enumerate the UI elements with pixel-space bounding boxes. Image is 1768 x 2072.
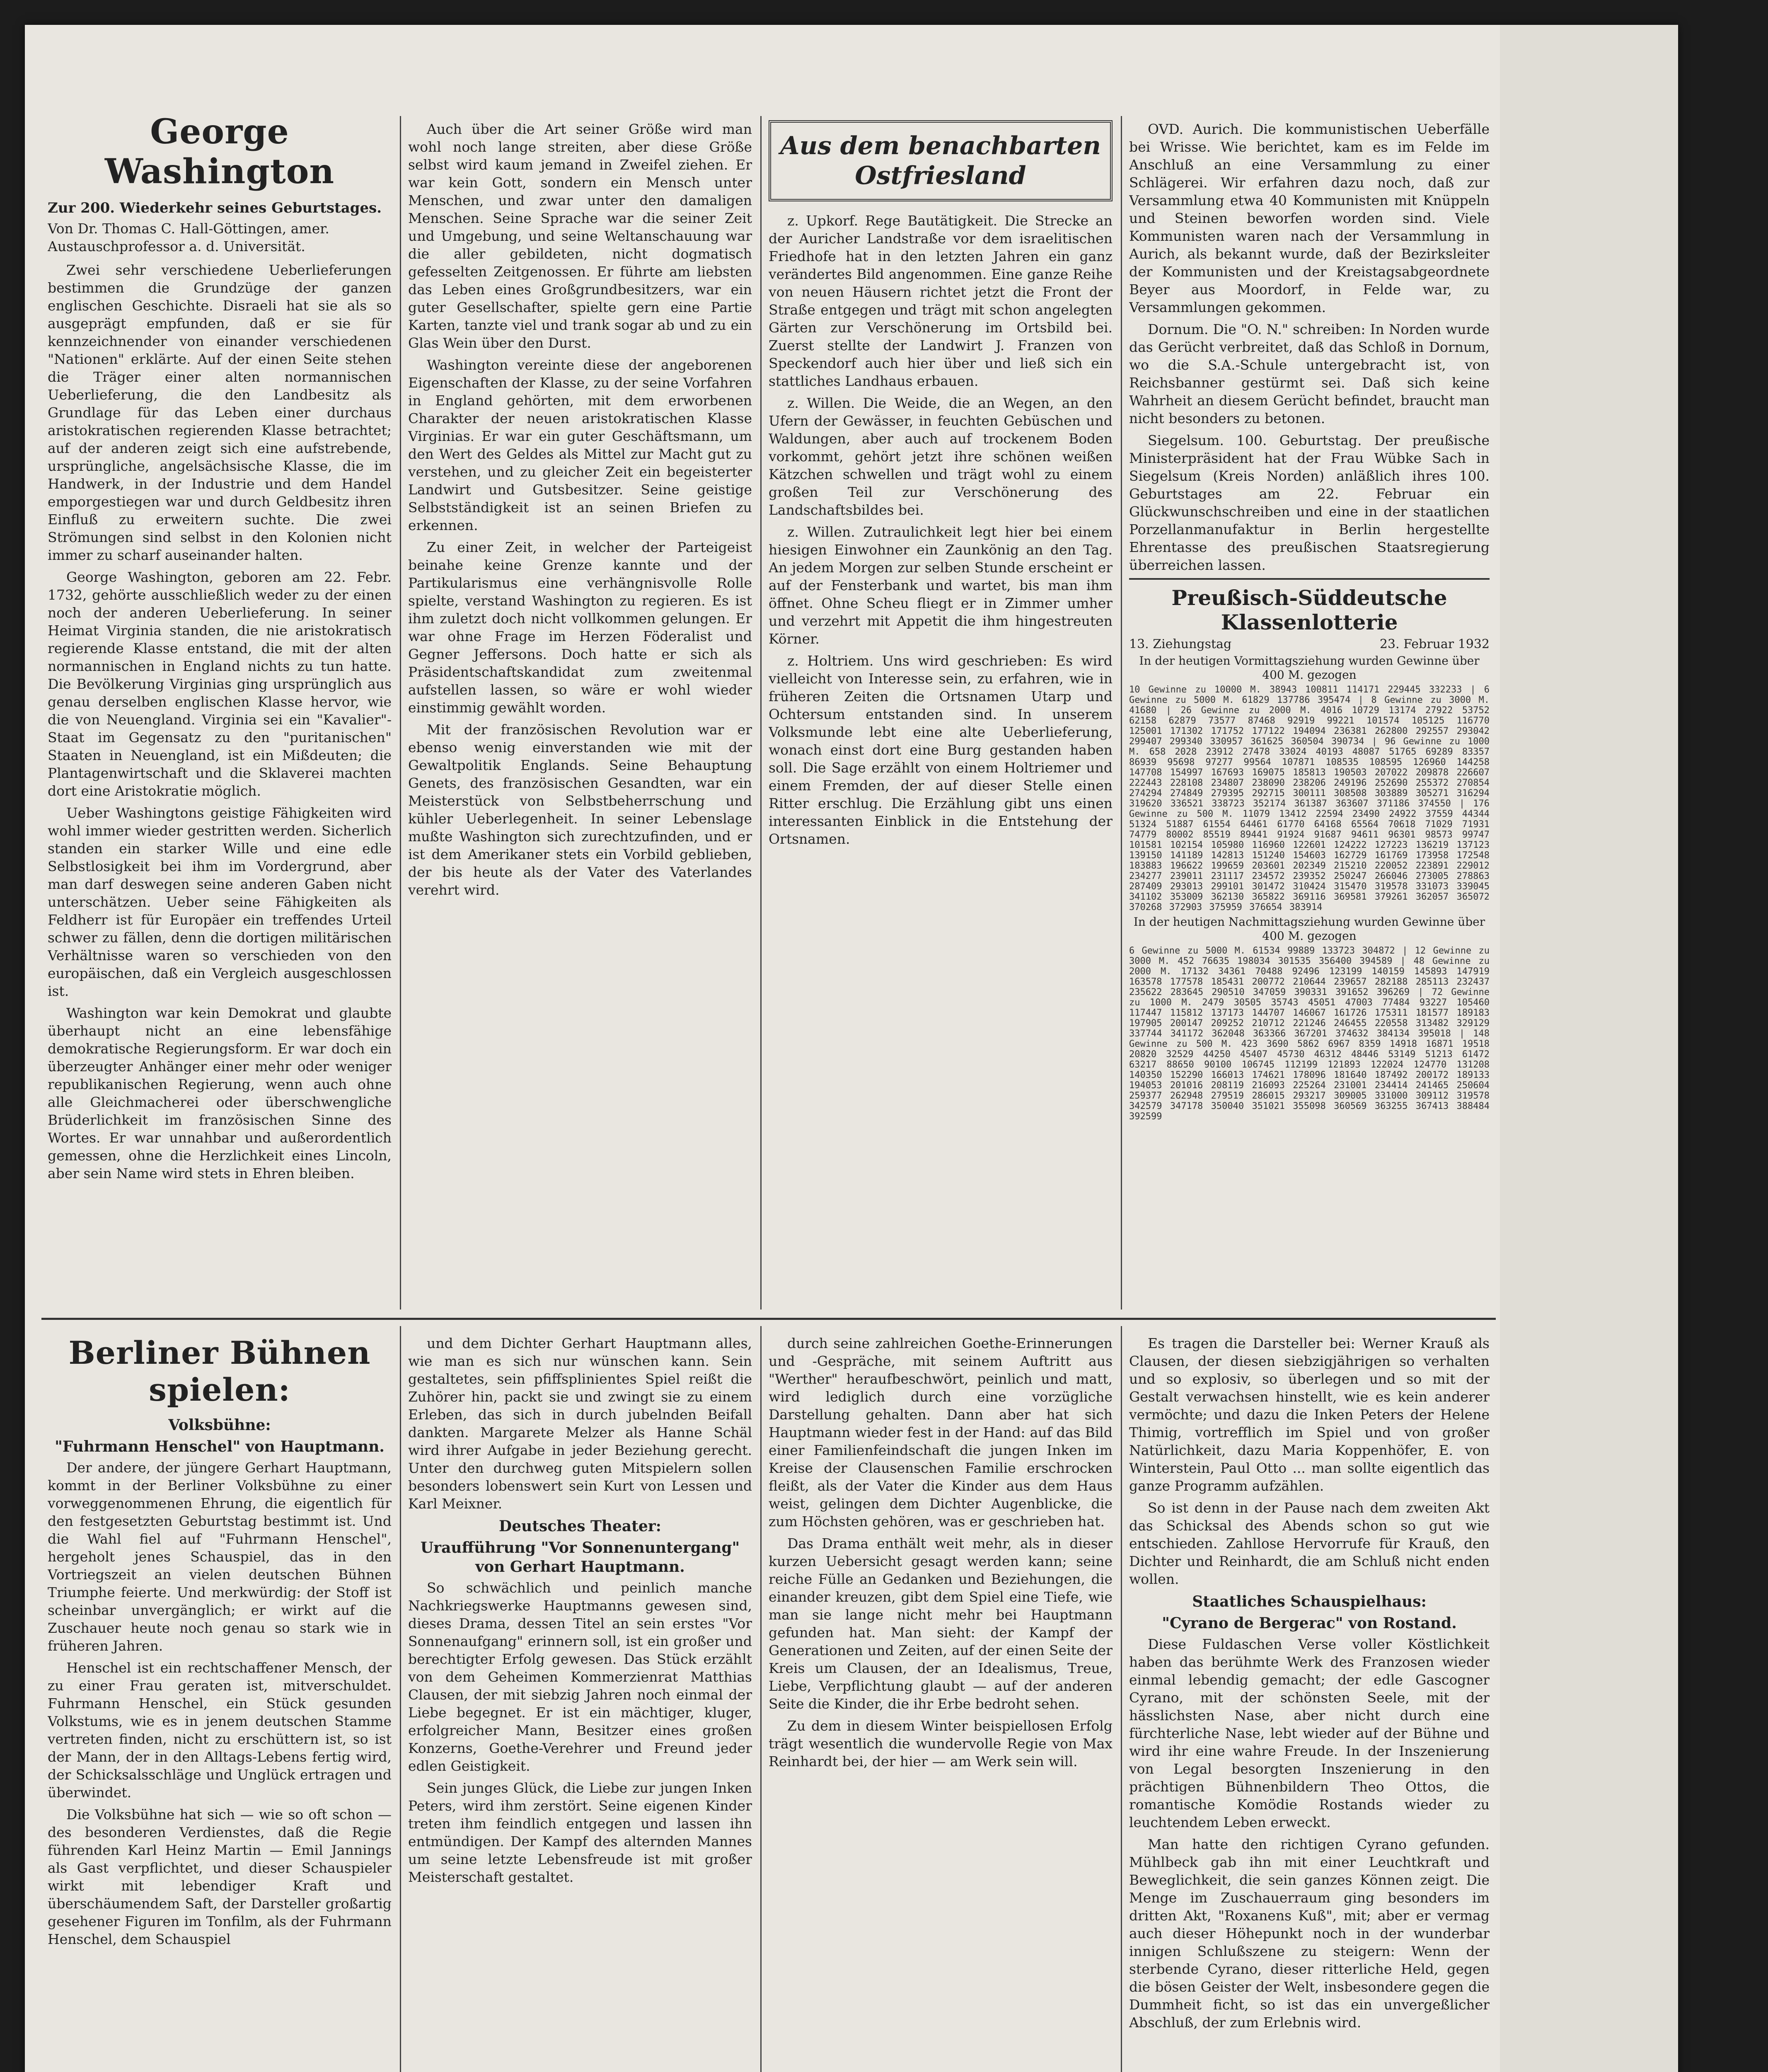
paragraph: Zu dem in diesem Winter beispiellosen Erfolg trägt wesentlich die wundervolle Regie von Max Reinhardt bei, der hier — am Werk sein will.: [769, 1718, 1113, 1769]
paragraph: Zwei sehr verschiedene Ueberlieferungen bestimmen die Grundzüge der ganzen englischen Geschichte. Disraeli hat sie als so ausgeprägt empfunden, daß er sie für kennzeichnender von einander verschiedenen "Nationen" erklärte. Auf der einen Seite stehen die Träger einer alten normannischen Ueberlieferung, die den Landbesitz als Grundlage für das Leben einer durchaus aristokratischen regierenden Klasse betrachtet; auf der anderen zeigt sich eine aufstrebende, ursprüngliche, angelsächsische Klasse, die im Handwerk, in der Industrie und dem Handel emporgestiegen war und durch Geldbesitz ihren Einfluß zu erweitern suchte. Die zwei Strömungen sind selbst in den Kolonien nicht immer zu scharf auseinander halten.: [48, 262, 392, 563]
subhead-play: Uraufführung "Vor Sonnenuntergang" von Gerhart Hauptmann.: [420, 1539, 740, 1576]
column-rule: [760, 1326, 762, 2072]
article-ostfriesland: [769, 120, 1113, 1305]
article-byline: Von Dr. Thomas C. Hall-Göttingen, amer. Austauschprofessor a. d. Universität.: [48, 220, 329, 254]
subhead-volksbuehne: Volksbühne:: [168, 1416, 271, 1434]
paragraph: George Washington, geboren am 22. Febr. 1732, gehörte ausschließlich weder zu der einen noch der anderen Ueberlieferung. In seiner Heimat Virginia standen, die nie aristokratisch regierende Klasse entstand, die mit der alten normannischen in England nichts zu tun hatte. Die Bevölkerung Virginias ging ursprünglich aus genau derselben englischen Klasse hervor, wie die von Neuengland. Virginia sei ein "Kavalier"-Staat im Gegensatz zu den "puritanischen" Staaten in Neuengland, ist ein Mißdeuten; die Plantagenwirtschaft und die Sklaverei machten dort eine Aristokratie möglich.: [48, 569, 392, 799]
paragraph: Ueber Washingtons geistige Fähigkeiten wird wohl immer wieder gestritten werden. Sicherlich standen ein starker Wille und eine edle Selbstlosigkeit bei ihm im Vordergrund, aber man darf deswegen seine anderen Gaben nicht unterschätzen. Ueber seine Fähigkeiten als Feldherr ist für Europäer ein treffendes Urteil schwer zu fällen, denn die dortigen militärischen Verhältnisse waren so verschieden von den europäischen, daß ein Vergleich ausgeschlossen ist.: [48, 805, 392, 999]
subhead-play: "Cyrano de Bergerac" von Rostand.: [1162, 1615, 1457, 1632]
paragraph: OVD. Aurich. Die kommunistischen Ueberfälle bei Wrisse. Wie berichtet, kam es im Felde im Anschluß an eine Versammlung zu einer Schlägerei. Wir erfahren dazu noch, daß zur Versammlung etwa 40 Kommunisten mit Knüppeln und Steinen beworfen worden sind. Viele Kommunisten waren nach der Versammlung in Aurich, als bekannt wurde, daß der Bezirksleiter der Kommunisten und der Kreistagsabgeordnete Beyer aus Moordorf, in Felde war, zu Versammlungen gekommen.: [1129, 121, 1490, 315]
paragraph: Washington vereinte diese der angeborenen Eigenschaften der Klasse, zu der seine Vorfahren in England gehörten, mit dem erworbenen Charakter der neuen aristokratischen Klasse Virginias. Er war ein guter Geschäftsmann, um den Wert des Geldes als Mittel zur Macht gut zu verstehen, und zu gleicher Zeit ein begeisterter Landwirt und Gutsbesitzer. Seine geistige Selbstständigkeit ist an seinen Briefen zu erkennen.: [408, 357, 752, 533]
article-subtitle: Zur 200. Wiederkehr seines Geburtstages.: [48, 200, 382, 216]
paragraph: So ist denn in der Pause nach dem zweiten Akt das Schicksal des Abends schon so gut wie entschieden. Zahllose Hervorrufe für Krauß, den Dichter und Reinhardt, die am Schluß nicht enden wollen.: [1129, 1500, 1490, 1587]
paragraph: Auch über die Art seiner Größe wird man wohl noch lange streiten, aber diese Größe selbst wird kaum jemand in Zweifel ziehen. Er war kein Gott, sondern ein Mensch unter Menschen, und zwar unter den damaligen Menschen. Seine Sprache war die seiner Zeit und Umgebung, und seine Weltanschauung war die aller gebildeten, nicht dogmatisch gefesselten Zeitgenossen. Er führte am liebsten das Leben eines Großgrundbesitzers, war ein guter Gesellschafter, spielte gern eine Partie Karten, tanzte viel und trank sogar ab und zu ein Glas Wein über den Durst.: [408, 121, 752, 351]
paragraph: Dornum. Die "O. N." schreiben: In Norden wurde das Gerücht verbreitet, daß das Schloß in Dornum, wo die S.A.-Schule untergebracht ist, von Reichsbanner gestürmt sei. Daß sich keine Wahrheit an diesem Gerücht befindet, braucht man nicht besonders zu betonen.: [1129, 321, 1490, 426]
subhead-schauspielhaus: Staatliches Schauspielhaus:: [1192, 1593, 1427, 1610]
column-rule: [400, 116, 401, 1310]
column-rule: [760, 116, 762, 1310]
paragraph: und dem Dichter Gerhart Hauptmann alles, wie man es sich nur wünschen kann. Sein gestaltetes, sein pfiffsplinientes Spiel reißt die Zuhörer hin, packt sie und zwingt sie zu einem Erleben, das sich in durch jubelnden Beifall dankten. Margarete Melzer als Hanne Schäl wird ihrer Aufgabe in jeder Beziehung gerecht. Unter den durchweg guten Mitspielern sollen besonders lobenswert sein Kurt von Lessen und Karl Meixner.: [408, 1335, 752, 1512]
scan-edge: [1500, 25, 1678, 2072]
lottery-numbers-afternoon: 6 Gewinne zu 5000 M. 61534 99889 133723 304872 | 12 Gewinne zu 3000 M. 452 76635 198034 301535 356400 394589 | 48 Gewinne zu 2000 M. 17132 34361 70488 92496 123199 140159 145893 147919 163578 177578 185431 200772 210644 239657 282188 285113 232437 235622 283645 290510 347059 390331 391652 396269 | 72 Gewinne zu 1000 M. 2479 30505 35743 45051 47003 77484 93227 105460 117447 115812 137173 144707 146067 161726 175311 181577 189183 197905 200147 209252 210712 221246 246455 220558 313482 329129 337744 341172 362048 363366 367201 374632 384134 395018 | 148 Gewinne zu 500 M. 423 3690 5862 6967 8359 14918 16871 19518 20820 32529 44250 45407 45730 46312 48446 53149 51213 61472 63217 88650 90100 106745 112199 121893 122024 124770 131208 140350 152290 166013 174621 178096 181640 187492 200172 189133 194053 201016 208119 216093 225264 231001 234414 241465 250604 259377 262948 279519 286015 293217 309005 331000 309112 319578 342579 347178 350040 351021 355098 360569 363255 367413 388484 392599: [1129, 946, 1490, 1122]
column-rule: [1121, 1326, 1122, 2072]
paragraph: Zu einer Zeit, in welcher der Parteigeist beinahe keine Grenze kannte und der Partikularismus eine verhängnisvolle Rolle spielte, verstand Washington zu regieren. Es ist ihm zuletzt doch nicht vollkommen gelungen. Er war ohne Frage im Herzen Föderalist und Gegner Jeffersons. Doch hatte er sich als Präsidentschaftskandidat zum zweitenmal aufstellen lassen, so wäre er wohl wieder einstimmig gewählt worden.: [408, 539, 752, 716]
column-rule: [1121, 116, 1122, 1310]
newspaper-page: [25, 25, 1678, 2072]
lottery-day: 13. Ziehungstag: [1129, 637, 1232, 651]
paragraph: durch seine zahlreichen Goethe-Erinnerungen und -Gespräche, mit seinem Auftritt aus "Werther" heraufbeschwört, peinlich und matt, wird lediglich durch eine vorzügliche Darstellung gehalten. Dann aber hat sich Hauptmann wieder fest in der Hand: auf das Bild einer Familienfeindschaft die jungen Inken im Kreise der Clausenschen Familie erschrocken fleißt, als der Vater die Kinder aus dem Haus weist, gelingen dem Dichter Augenblicke, die zum Höchsten gehören, was er geschrieben hat.: [769, 1335, 1113, 1530]
article-buehne-col2: [408, 1334, 752, 2072]
section-divider: [41, 1318, 1496, 1320]
article-title: George Washington: [104, 112, 335, 191]
paragraph: z. Willen. Die Weide, die an Wegen, an den Ufern der Gewässer, in feuchten Gebüschen und Waldungen, aber auch auf trockenem Boden vorkommt, gehört jetzt ihre schönen weißen Kätzchen schwellen und trägt wohl zu einem großen Teil zur Verschönerung des Landschaftsbildes bei.: [769, 395, 1113, 518]
paragraph: Das Drama enthält weit mehr, als in dieser kurzen Uebersicht gesagt werden kann; seine reiche Fülle an Gedanken und Beziehungen, die einander kreuzen, gibt dem Spiel eine Tiefe, wie man sie lange nicht mehr bei Hauptmann gefunden hat. Man sieht: der Kampf der Generationen und Zeiten, auf der einen Seite der Kreis um Clausen, der an Idealismus, Treue, Liebe, Verpflichtung glaubt — auf der anderen Seite die Kinder, die ihr Erbe bedroht sehen.: [769, 1535, 1113, 1712]
paragraph: Diese Fuldaschen Verse voller Köstlichkeit haben das berühmte Werk des Franzosen wieder einmal lebendig gemacht; der edle Gascogner Cyrano, mit der schönsten Seele, mit der hässlichsten Nase, aber nicht durch eine fürchterliche Nase, lebt wieder auf der Bühne und wird ihr eine wahre Freude. In der Inszenierung von Legal besorgten Inszenierung in den prächtigen Bühnenbildern Theo Ottos, die romantische Komödie Rostands wieder zu leuchtendem Leben erweckt.: [1129, 1636, 1490, 1830]
lottery-note-morning: In der heutigen Vormittagsziehung wurden Gewinne über 400 M. gezogen: [1139, 654, 1480, 682]
subhead-play: "Fuhrmann Henschel" von Hauptmann.: [55, 1438, 385, 1455]
paragraph: Der andere, der jüngere Gerhart Hauptmann, kommt in der Berliner Volksbühne zu einer vorweggenommenen Ehrung, die eigentlich für den festgesetzten Geburtstag bestimmt ist. Und die Wahl fiel auf "Fuhrmann Henschel", hergeholt jenes Schauspiel, das in den Vortriegszeit an vielen deutschen Bühnen Triumphe feierte. Und merkwürdig: der Stoff ist scheinbar unvergänglich; er wirkt auf die Zuschauer heute noch genau so stark wie in früheren Jahren.: [48, 1460, 392, 1654]
paragraph: Washington war kein Demokrat und glaubte überhaupt nicht an eine lebensfähige demokratische Regierungsform. Er war doch ein überzeugter Anhänger einer mehr oder weniger republikanischen Regierung, wenn auch ohne alle Gleichmacherei oder überschwengliche Brüderlichkeit im französischen Sinne des Wortes. Er war unnahbar und außerordentlich gemessen, ohne die Herzlichkeit eines Lincoln, aber sein Name wird stets in Ehren bleiben.: [48, 1005, 392, 1181]
paragraph: z. Upkorf. Rege Bautätigkeit. Die Strecke an der Auricher Landstraße vor dem israelitischen Friedhofe hat in den letzten Jahren ein ganz verändertes Bild angenommen. Eine ganze Reihe von neuen Häusern richtet jetzt die Front der Straße entgegen und trägt mit schon angelegten Gärten zur Verschönerung im Ortsbild bei. Zuerst stellte der Landwirt J. Franzen von Speckendorf auch hier über und ließ sich ein stattliches Landhaus erbauen.: [769, 213, 1113, 389]
subhead-deutsches-theater: Deutsches Theater:: [499, 1518, 661, 1535]
lottery-title: Preußisch-Süddeutsche Klassenlotterie: [1129, 578, 1490, 634]
article-title: Berliner Bühnen spielen:: [68, 1334, 371, 1408]
paragraph: Mit der französischen Revolution war er ebenso wenig einverstanden wie mit der Gewaltpolitik Englands. Seine Behauptung Genets, des französischen Gesandten, war ein Meisterstück von Selbstbeherrschung und kühler Ueberlegenheit. In seiner Lebenslage mußte Washington sich zurechtzufinden, und er ist dem Amerikaner stets ein Vorbild geblieben, der bis heute als der Vater des Vaterlandes verehrt wird.: [408, 721, 752, 898]
lottery-section: [1129, 578, 1490, 1122]
article-washington: [48, 112, 392, 1305]
section-box-title: Aus dem benachbarten Ostfriesland: [769, 120, 1113, 201]
paragraph: z. Holtriem. Uns wird geschrieben: Es wird vielleicht von Interesse sein, zu erfahren, wie in früheren Zeiten die Ortsnamen Utarp und Ochtersum entstanden sind. In unserem Volksmunde lebt eine alte Ueberlieferung, wonach einst dort eine Burg gestanden haben soll. Die Sage erzählt von einem Holtriemer und einem Fremden, der auf dieser Stelle einen Ritter erschlug. Die Erzählung gibt uns einen interessanten Einblick in die Entstehung der Ortsnamen.: [769, 653, 1113, 847]
paragraph: Es tragen die Darsteller bei: Werner Krauß als Clausen, der diesen siebzigjährigen so verhalten und so explosiv, so überlegen und so mit der Gestalt verwachsen hinstellt, wie es kein anderer vermöchte; und dazu die Inken Peters der Helene Thimig, vortrefflich im Spiel und von großer Natürlichkeit, dazu Maria Koppenhöfer, E. von Winterstein, Paul Otto ... man sollte eigentlich das ganze Programm aufzählen.: [1129, 1335, 1490, 1494]
paragraph: So schwächlich und peinlich manche Nachkriegswerke Hauptmanns gewesen sind, dieses Drama, dessen Titel an sein erstes "Vor Sonnenaufgang" erinnern soll, ist ein großer und berechtigter Erfolg gewesen. Das Stück erzählt von dem Geheimen Kommerzienrat Matthias Clausen, der mit siebzig Jahren noch einmal der Liebe begegnet. Er ist ein mächtiger, kluger, erfolgreicher Mann, Besitzer eines großen Konzerns, Goethe-Verehrer und Freund jeder edlen Geistigkeit.: [408, 1580, 752, 1774]
paragraph: Siegelsum. 100. Geburtstag. Der preußische Ministerpräsident hat der Frau Wübke Sach in Siegelsum (Kreis Norden) anläßlich ihres 100. Geburtstages am 22. Februar ein Glückwunschschreiben und eine in der staatlichen Porzellanmanufaktur in Berlin hergestellte Ehrentasse des preußischen Staatsregierung überreichen lassen.: [1129, 432, 1490, 573]
article-buehne-col4: [1129, 1334, 1490, 2072]
article-buehne-col1: [48, 1334, 392, 2072]
paragraph: z. Willen. Zutraulichkeit legt hier bei einem hiesigen Einwohner ein Zaunkönig an den Tag. An jedem Morgen zur selben Stunde erscheint er auf der Fensterbank und wartet, bis man ihm öffnet. Ohne Scheu fliegt er in Zimmer umher und verzehrt mit Appetit die ihm hingestreuten Körner.: [769, 524, 1113, 647]
paragraph: Sein junges Glück, die Liebe zur jungen Inken Peters, wird ihm zerstört. Seine eigenen Kinder treten ihm feindlich entgegen und lassen ihn entmündigen. Der Kampf des alternden Mannes um seine letzte Lebensfreude ist mit großer Meisterschaft gestaltet.: [408, 1780, 752, 1885]
article-ostfriesland-continued: [1129, 120, 1490, 1305]
paragraph: Die Volksbühne hat sich — wie so oft schon — des besonderen Verdienstes, daß die Regie führenden Karl Heinz Martin — Emil Jannings als Gast verpflichtet, und dieser Schauspieler wirkt mit lebendiger Kraft und überschäumendem Saft, der Darsteller großartig gesehener Figuren im Tonfilm, als der Fuhrmann Henschel, dem Schauspiel: [48, 1806, 392, 1947]
article-buehne-col3: [769, 1334, 1113, 2072]
paragraph: Man hatte den richtigen Cyrano gefunden. Mühlbeck gab ihn mit einer Leuchtkraft und Beweglichkeit, die sein ganzes Können zeigt. Die Menge im Zuschauerraum ging besonders im dritten Akt, "Roxanens Kuß", mit; aber er vermag auch dieser Höhepunkt noch in der wunderbar innigen Schlußszene zu steigern: Wenn der sterbende Cyrano, dieser ritterliche Held, gegen die bösen Geister der Welt, insbesondere gegen die Dummheit ficht, so ist das ein unvergeßlicher Abschluß, der zum Erlebnis wird.: [1129, 1836, 1490, 2031]
lottery-meta: [1129, 637, 1490, 651]
lottery-numbers-morning: 10 Gewinne zu 10000 M. 38943 100811 114171 229445 332233 | 6 Gewinne zu 5000 M. 61829 137786 395474 | 8 Gewinne zu 3000 M. 41680 | 26 Gewinne zu 2000 M. 4016 10729 13174 27922 53752 62158 62879 73577 87468 92919 99221 101574 105125 116770 125001 171302 171752 177122 194094 236381 262800 292557 293042 299407 299340 330957 361625 360504 390734 | 96 Gewinne zu 1000 M. 658 2028 23912 27478 33024 40193 48087 51765 69289 83357 86939 95698 97277 99564 107871 108535 108595 126960 144258 147708 154997 167693 169075 185813 190503 207022 209878 226607 222443 228108 234807 238090 238206 249196 252690 255372 270854 274294 274849 279395 292715 300111 308508 303889 305271 316294 319620 336521 338723 352174 361387 363607 371186 374550 | 176 Gewinne zu 500 M. 11079 13412 22594 23490 24922 37559 44344 51324 51887 61554 64461 61770 64168 65564 70618 71029 71931 74779 80002 85519 89441 91924 91687 94611 96301 98573 99747 101581 102154 105980 116960 122601 124222 127223 136219 137123 139150 141189 142813 151240 154603 162729 161769 173958 172548 183883 196622 199659 203601 202349 215210 220052 223891 229012 234277 239011 231117 234572 239352 250247 266046 273005 278863 287409 293013 299101 301472 310424 315470 319578 331073 339045 341102 353009 362130 365822 369116 369581 379261 362057 365072 370268 372903 375959 376654 383914: [1129, 685, 1490, 913]
article-washington-continued: [408, 120, 752, 1305]
lottery-date: 23. Februar 1932: [1379, 637, 1490, 651]
column-rule: [400, 1326, 401, 2072]
paragraph: Henschel ist ein rechtschaffener Mensch, der zu einer Frau geraten ist, mitverschuldet. Fuhrmann Henschel, ein Stück gesunden Volkstums, wie es in jenem deutschen Stamme vertreten finden, nicht zu erschüttern ist, so ist der Mann, der in den Alltags-Lebens fertig wird, der Schicksalsschläge und Unglück ertragen und überwindet.: [48, 1660, 392, 1801]
lottery-note-afternoon: In der heutigen Nachmittagsziehung wurden Gewinne über 400 M. gezogen: [1133, 915, 1485, 943]
